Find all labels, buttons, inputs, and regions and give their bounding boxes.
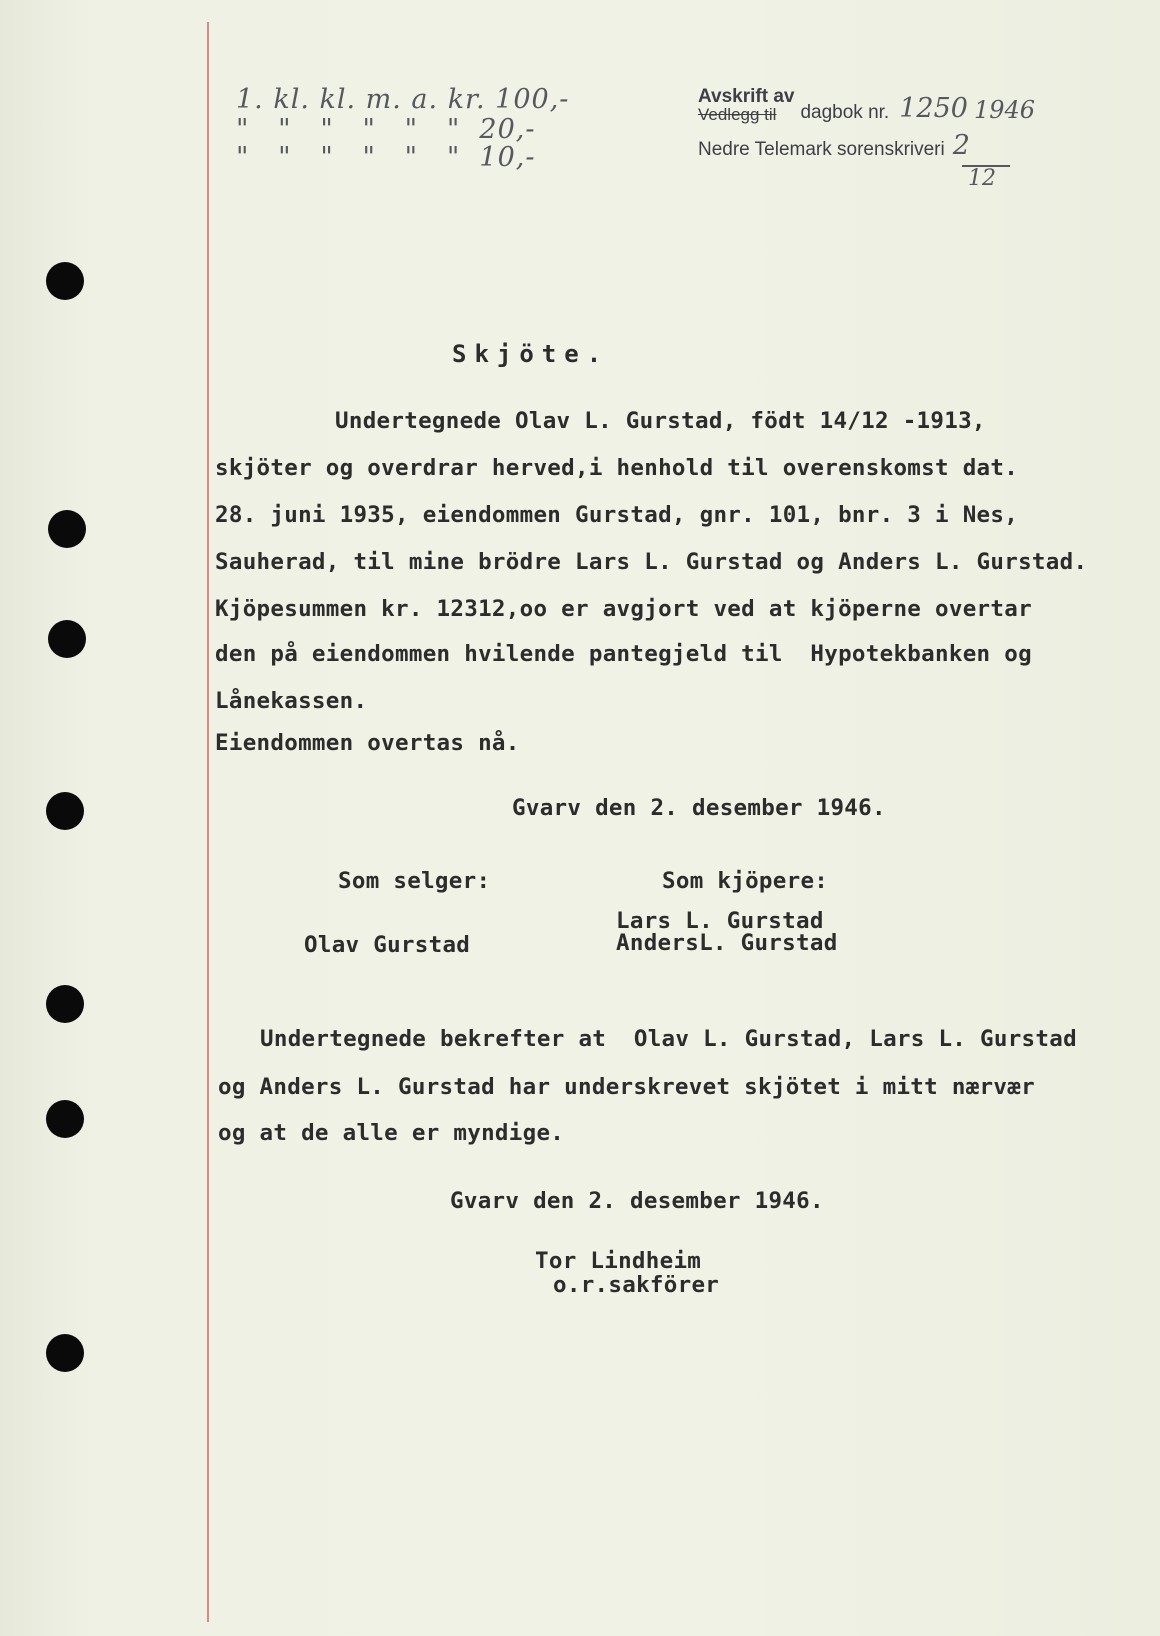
place-date-1: Gvarv den 2. desember 1946. bbox=[512, 795, 886, 821]
handwritten-line-2: " " " " " " 20,- bbox=[236, 114, 536, 145]
margin-line bbox=[207, 22, 209, 1622]
paragraph1-line-7: Lånekassen. bbox=[215, 688, 368, 714]
paragraph1-line-3: 28. juni 1935, eiendommen Gurstad, gnr. 101, bnr. 3 i Nes, bbox=[215, 502, 1019, 528]
seller-name: Olav Gurstad bbox=[304, 932, 471, 958]
stamp-year: 1946 bbox=[973, 96, 1036, 124]
paragraph1-line-6: den på eiendommen hvilende pantegjeld til Hypotekbanken og bbox=[215, 641, 1032, 667]
stamp-dagbok-label: dagbok nr. bbox=[800, 102, 890, 123]
registry-stamp bbox=[698, 88, 1035, 161]
punch-hole-5 bbox=[46, 985, 84, 1023]
stamp-date-month: 12 bbox=[968, 166, 996, 191]
buyer-label: Som kjöpere: bbox=[662, 868, 829, 894]
buyer-name-1: Lars L. Gurstad bbox=[616, 908, 824, 934]
paragraph2-line-1: Undertegnede bekrefter at Olav L. Gurstad, Lars L. Gurstad bbox=[260, 1026, 1077, 1052]
document-title: Skjöte. bbox=[452, 340, 610, 368]
stamp-date-day: 2 bbox=[952, 130, 970, 161]
paragraph1-line-1: Undertegnede Olav L. Gurstad, födt 14/12 -1913, bbox=[335, 408, 986, 434]
punch-hole-1 bbox=[46, 262, 84, 300]
punch-hole-4 bbox=[46, 792, 84, 830]
place-date-2: Gvarv den 2. desember 1946. bbox=[450, 1188, 824, 1214]
signer-name: Tor Lindheim bbox=[535, 1248, 702, 1274]
paragraph2-line-2: og Anders L. Gurstad har underskrevet skjötet i mitt nærvær bbox=[218, 1074, 1035, 1100]
stamp-avskrift: Avskrift av bbox=[698, 86, 795, 107]
punch-hole-6 bbox=[46, 1100, 84, 1138]
paragraph1-line-2: skjöter og overdrar herved,i henhold til overenskomst dat. bbox=[215, 455, 1019, 481]
paragraph1-line-4: Sauherad, til mine brödre Lars L. Gurstad og Anders L. Gurstad. bbox=[215, 549, 1088, 575]
punch-hole-3 bbox=[48, 620, 86, 658]
punch-hole-2 bbox=[48, 510, 86, 548]
stamp-court: Nedre Telemark sorenskriveri bbox=[698, 139, 945, 160]
signer-title: o.r.sakförer bbox=[553, 1272, 720, 1298]
handwritten-line-1: 1. kl. kl. m. a. kr. 100,- bbox=[236, 84, 570, 115]
handwritten-line-3: " " " " " " 10,- bbox=[236, 142, 536, 173]
seller-label: Som selger: bbox=[338, 868, 491, 894]
stamp-vedlegg: Vedlegg til bbox=[698, 105, 777, 124]
paragraph2-line-3: og at de alle er myndige. bbox=[218, 1120, 565, 1146]
punch-hole-7 bbox=[46, 1334, 84, 1372]
buyer-name-2: AndersL. Gurstad bbox=[616, 930, 838, 956]
stamp-dagbok-number: 1250 bbox=[899, 93, 968, 124]
paragraph1-line-5: Kjöpesummen kr. 12312,oo er avgjort ved at kjöperne overtar bbox=[215, 596, 1032, 622]
paragraph1-line-8: Eiendommen overtas nå. bbox=[215, 730, 520, 756]
